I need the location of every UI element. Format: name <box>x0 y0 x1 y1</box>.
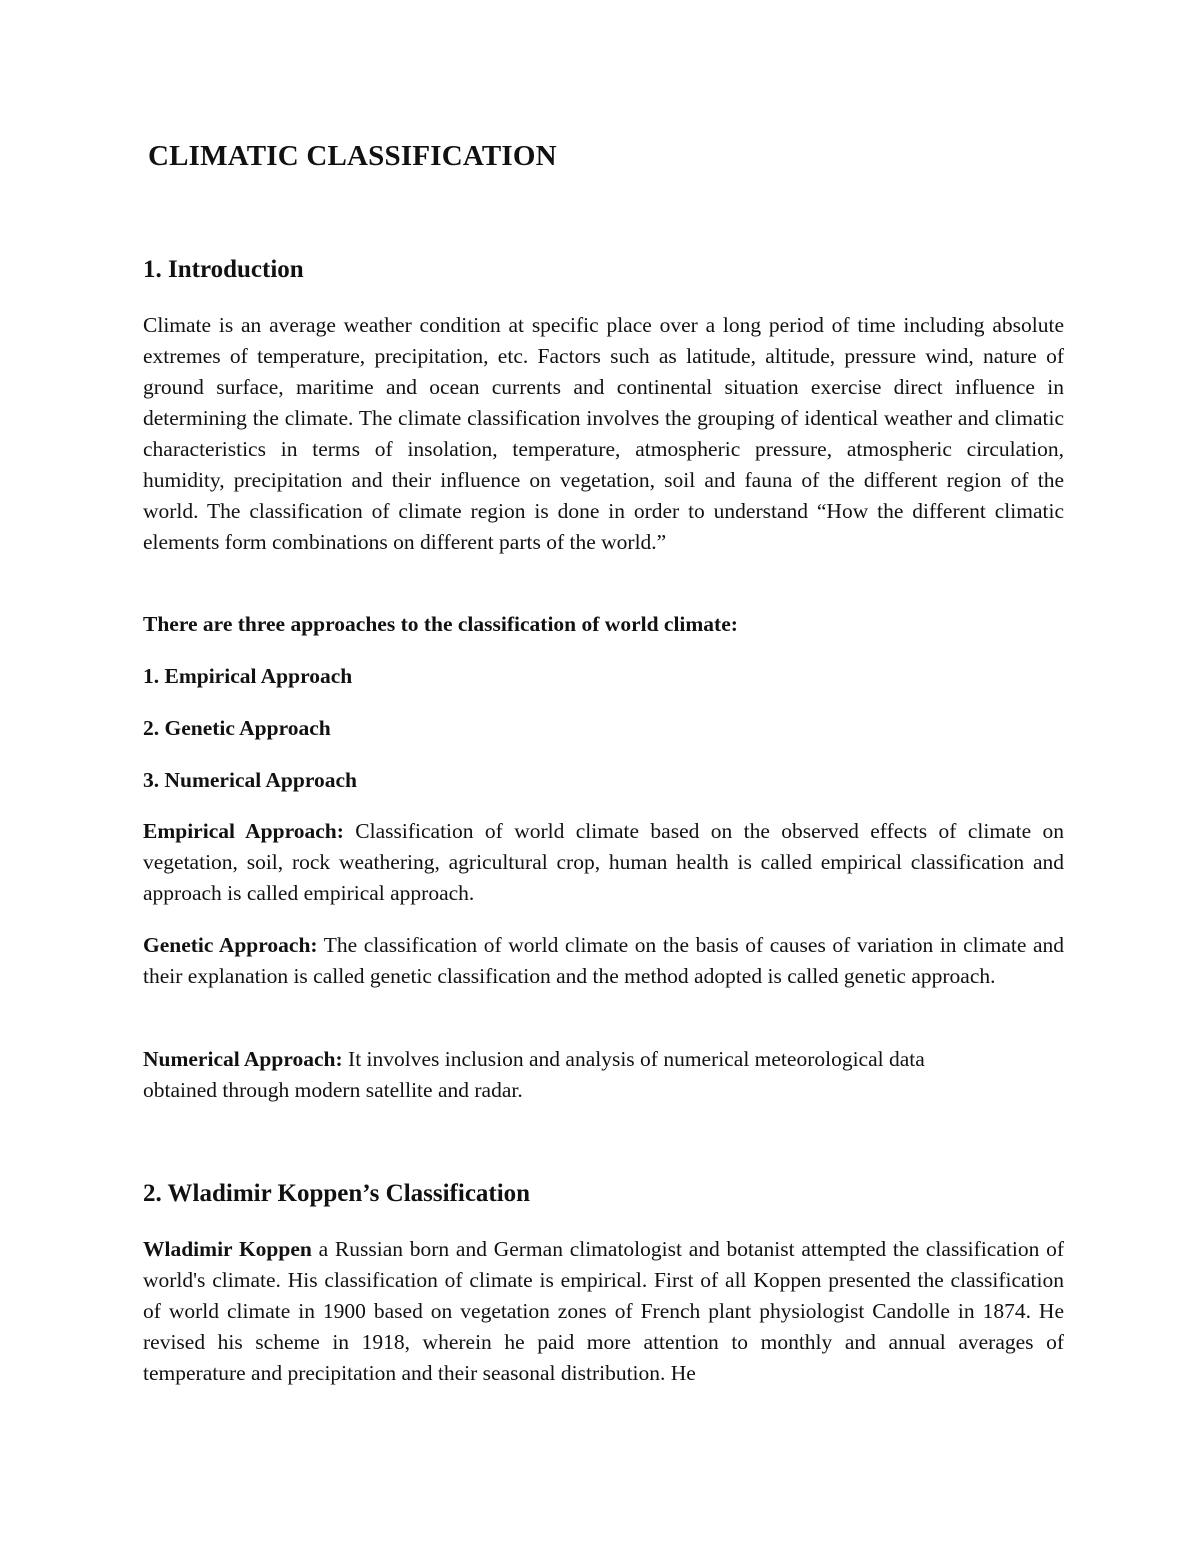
empirical-approach-term: Empirical Approach: <box>143 819 344 843</box>
numerical-approach-text-line1: It involves inclusion and analysis of numerical meteorological data <box>342 1047 925 1071</box>
koppen-text: a Russian born and German climatologist and botanist attempted the classification of world's climate. His classification of climate is empirical. First of all Koppen presented the classification of world climate in 1900 based on vegetation zones of French plant physiologist Candolle in 1874. He revised his scheme in 1918, wherein he paid more attention to monthly and annual averages of temperature and precipitation and their seasonal distribution. He <box>143 1237 1064 1385</box>
genetic-approach-text: The classification of world climate on the basis of causes of variation in climate and their explanation is called genetic classification and the method adopted is called genetic approach. <box>143 933 1064 988</box>
numerical-approach-text-line2: obtained through modern satellite and radar. <box>143 1078 523 1102</box>
section-heading-introduction: 1. Introduction <box>143 256 304 283</box>
approach-list-item: 3. Numerical Approach <box>143 768 358 792</box>
approaches-intro: There are three approaches to the classification of world climate: <box>143 612 738 636</box>
koppen-term: Wladimir Koppen <box>143 1237 312 1261</box>
genetic-approach-paragraph <box>143 930 1064 992</box>
approach-list-item: 1. Empirical Approach <box>143 664 353 688</box>
empirical-approach-paragraph <box>143 816 1064 909</box>
numerical-approach-paragraph <box>143 1044 1064 1106</box>
genetic-approach-term: Genetic Approach: <box>143 933 318 957</box>
section-heading-koppen: 2. Wladimir Koppen’s Classification <box>143 1180 531 1207</box>
empirical-approach-text: Classification of world climate based on the observed effects of climate on vegetation, soil, rock weathering, agricultural crop, human health is called empirical classification and approach is called empirical approach. <box>143 819 1064 905</box>
document-title: CLIMATIC CLASSIFICATION <box>148 140 557 172</box>
approach-list-item: 2. Genetic Approach <box>143 716 331 740</box>
introduction-paragraph: Climate is an average weather condition at specific place over a long period of time including absolute extremes of temperature, precipitation, etc. Factors such as latitude, altitude, pressure wind, nature of ground surface, maritime and ocean currents and continental situation exercise direct influence in determining the climate. The climate classification involves the grouping of identical weather and climatic characteristics in terms of insolation, temperature, atmospheric pressure, atmospheric circulation, humidity, precipitation and their influence on vegetation, soil and fauna of the different region of the world. The classification of climate region is done in order to understand “How the different climatic elements form combinations on different parts of the world.” <box>143 313 1064 554</box>
koppen-paragraph <box>143 1234 1064 1389</box>
numerical-approach-term: Numerical Approach: <box>143 1047 343 1071</box>
